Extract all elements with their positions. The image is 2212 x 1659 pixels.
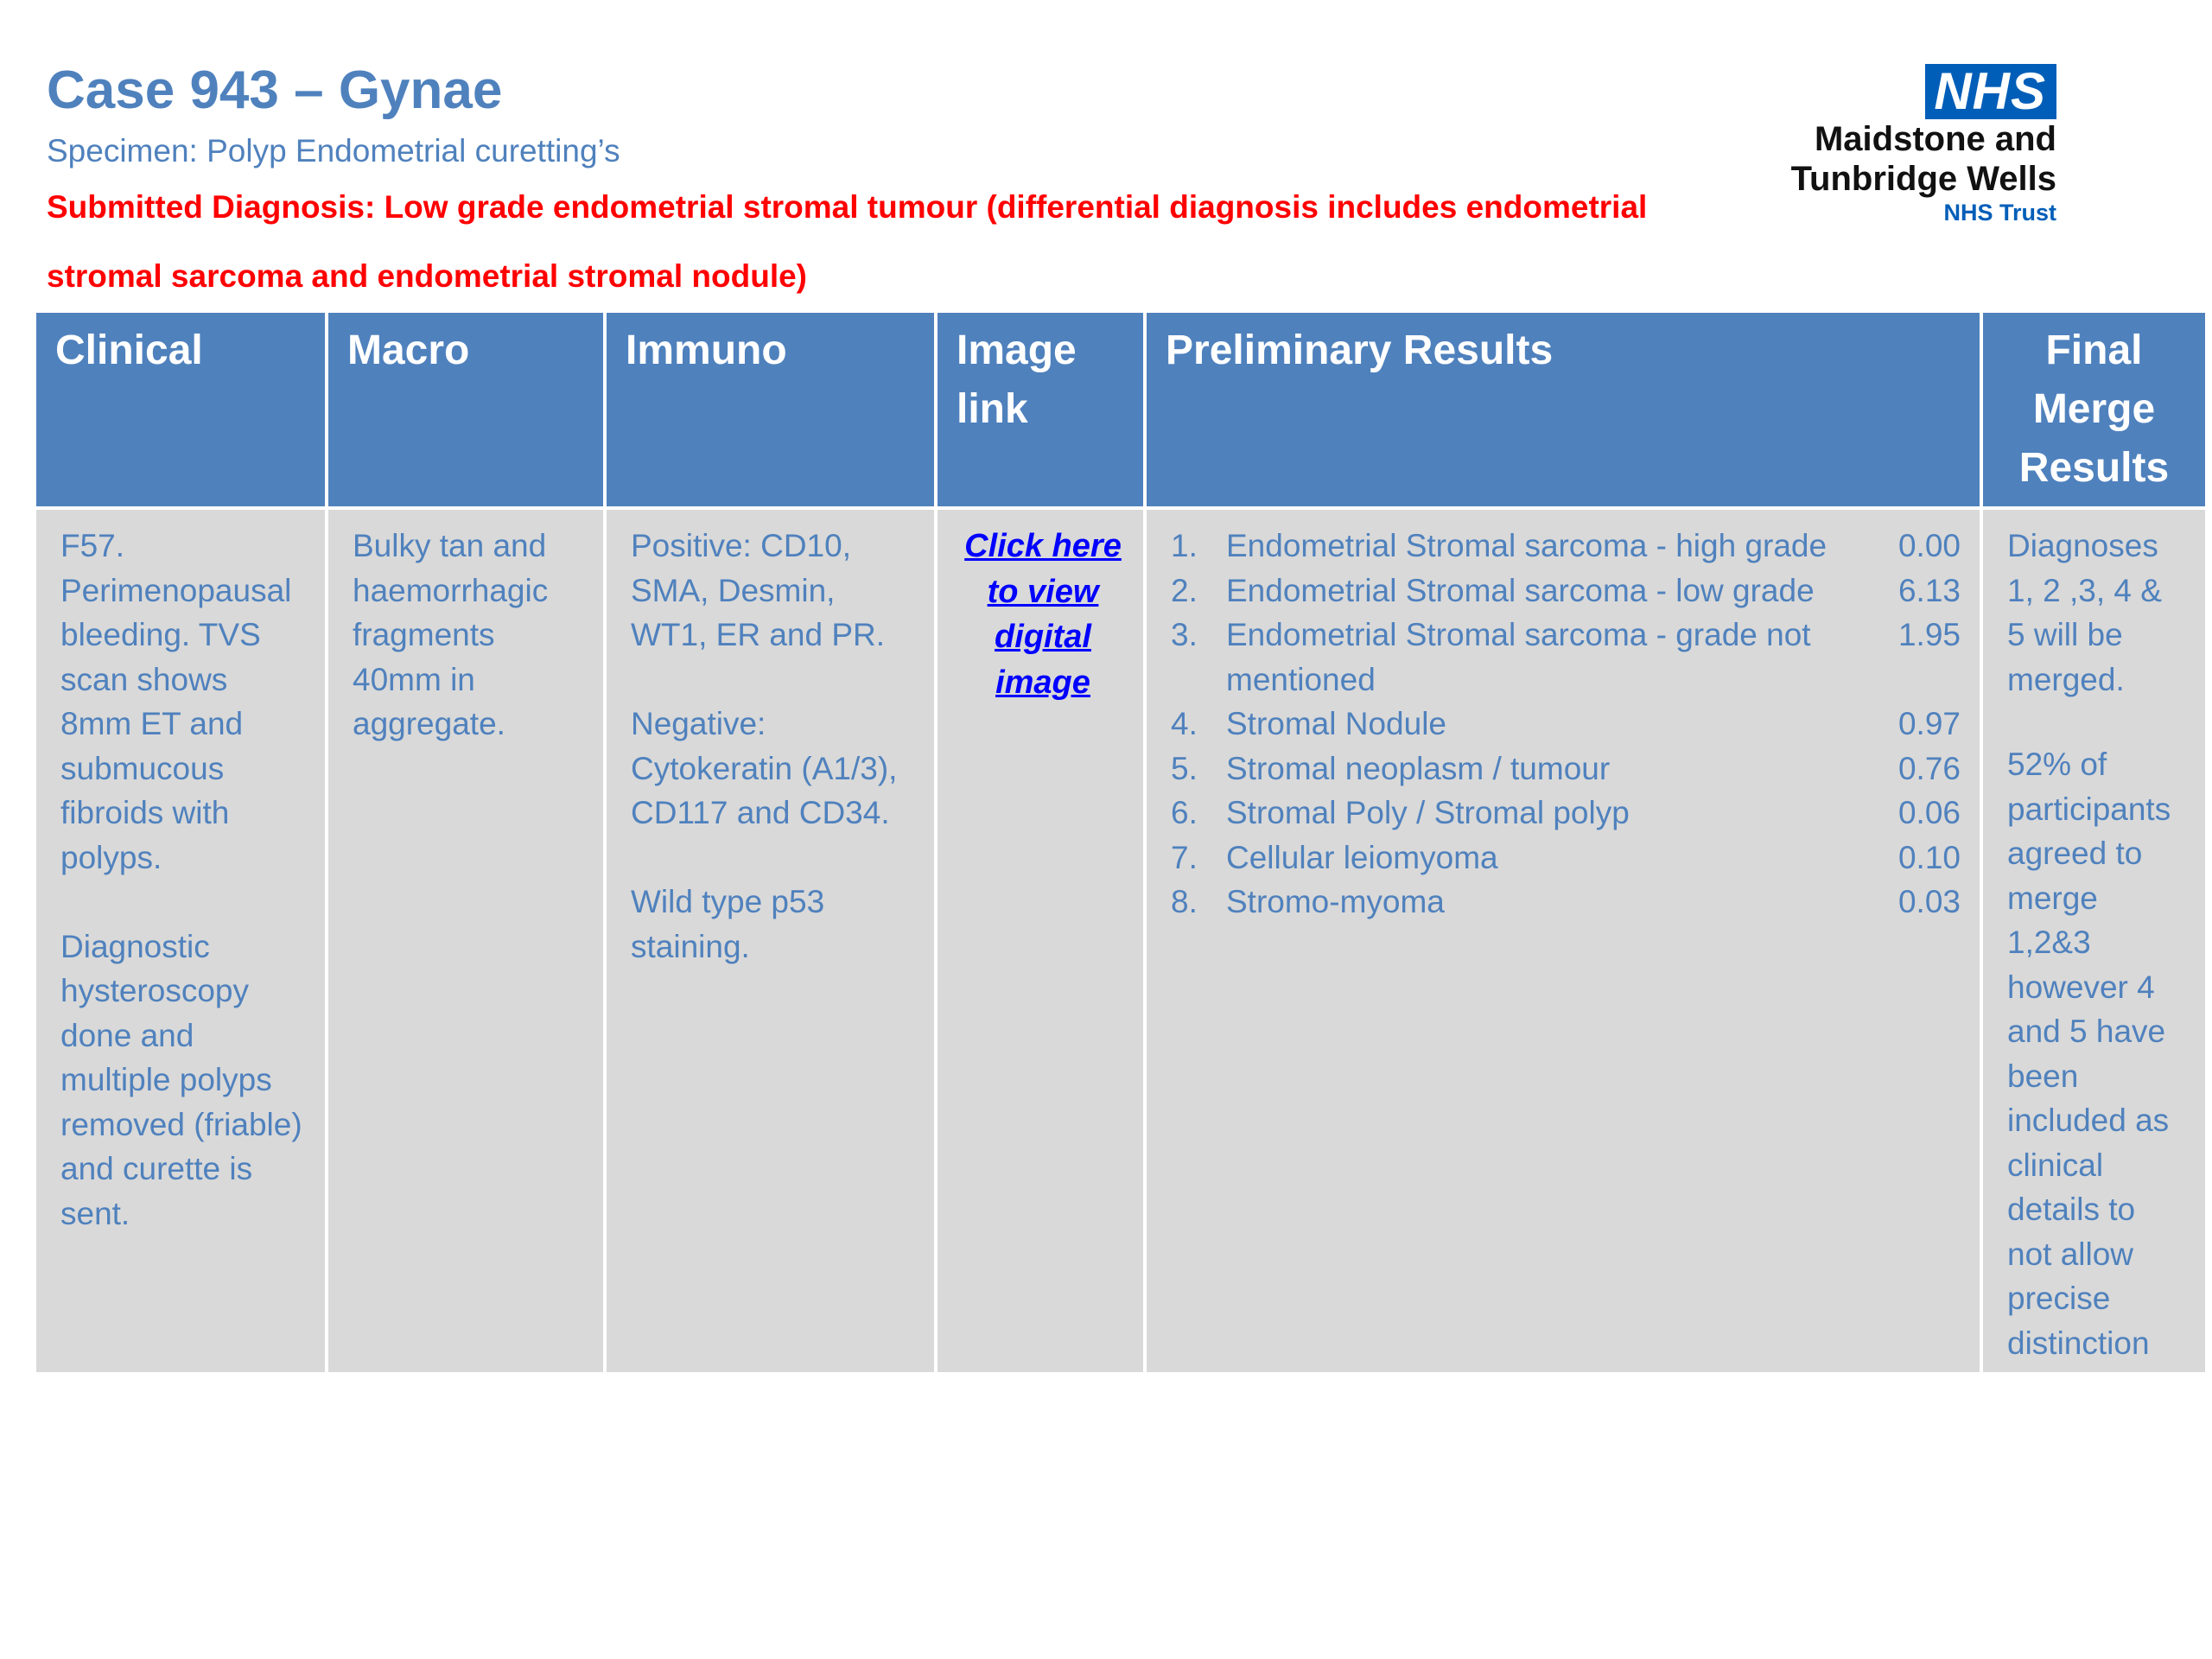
case-table <box>33 309 2209 1376</box>
result-label: Cellular leiomyoma <box>1226 839 1498 875</box>
preliminary-results-cell <box>1145 508 1981 1374</box>
col-header-macro: Macro <box>327 311 605 508</box>
nhs-trust-logo <box>1763 64 2056 226</box>
result-number: 7. <box>1171 839 1198 875</box>
final-merge-note: 52% of participants agreed to merge 1,2&3 however 4 and 5 have been included as clinical details to not allow precise distinction <box>2007 747 2171 1361</box>
immuno-cell <box>605 508 936 1374</box>
immuno-negative: Negative: Cytokeratin (A1/3), CD117 and CD34. <box>631 706 898 830</box>
list-item <box>1171 524 1961 569</box>
preliminary-results-list <box>1171 524 1961 925</box>
macro-description: Bulky tan and haemorrhagic fragments 40mm in aggregate. <box>353 528 549 741</box>
result-label: Stromal Nodule <box>1226 706 1447 741</box>
col-header-final-merge: Final Merge Results <box>1981 311 2207 508</box>
result-score: 1.95 <box>1897 617 1961 652</box>
trust-name-line2: Tunbridge Wells <box>1790 160 2056 198</box>
result-score: 6.13 <box>1897 572 1961 608</box>
clinical-history: F57. Perimenopausal bleeding. TVS scan shows 8mm ET and submucous fibroids with polyps. <box>60 528 292 875</box>
col-header-clinical: Clinical <box>35 311 327 508</box>
nhs-logo-badge: NHS <box>1925 64 2056 119</box>
page-title: Case 943 – Gynae <box>47 60 503 120</box>
image-link-cell <box>936 508 1145 1374</box>
immuno-positive: Positive: CD10, SMA, Desmin, WT1, ER and PR. <box>631 528 886 652</box>
final-merge-cell <box>1981 508 2207 1374</box>
view-digital-image-link[interactable]: Click here to view digital image <box>964 528 1122 701</box>
result-number: 3. <box>1171 617 1198 652</box>
list-item <box>1171 836 1961 880</box>
immuno-p53: Wild type p53 staining. <box>631 884 825 964</box>
trust-name-line3: NHS Trust <box>1943 200 2056 226</box>
result-score: 0.97 <box>1897 706 1961 741</box>
result-number: 4. <box>1171 706 1198 741</box>
clinical-procedure: Diagnostic hysteroscopy done and multiple polyps removed (friable) and curette is sent. <box>60 928 302 1231</box>
macro-cell <box>327 508 605 1374</box>
final-merge-decision: Diagnoses 1, 2 ,3, 4 & 5 will be merged. <box>2007 528 2162 697</box>
specimen-line: Specimen: Polyp Endometrial curetting’s <box>47 133 620 168</box>
result-score: 0.76 <box>1897 750 1961 786</box>
result-number: 6. <box>1171 795 1198 830</box>
result-number: 5. <box>1171 750 1198 786</box>
table-header-row <box>35 311 2207 508</box>
result-score: 0.03 <box>1897 884 1961 919</box>
result-score: 0.10 <box>1897 839 1961 875</box>
case-header <box>47 52 1740 311</box>
result-label: Endometrial Stromal sarcoma - grade not mentioned <box>1226 617 1811 697</box>
list-item <box>1171 791 1961 836</box>
result-score: 0.06 <box>1897 795 1961 830</box>
list-item <box>1171 747 1961 791</box>
col-header-image-link: Image link <box>936 311 1145 508</box>
clinical-cell <box>35 508 327 1374</box>
submitted-diagnosis: Submitted Diagnosis: Low grade endometrial stromal tumour (differential diagnosis includes endometrial stromal sarcoma and endometrial stromal nodule) <box>47 189 1648 294</box>
result-label: Stromo-myoma <box>1226 884 1445 919</box>
col-header-immuno: Immuno <box>605 311 936 508</box>
list-item <box>1171 613 1961 702</box>
result-number: 1. <box>1171 528 1198 563</box>
list-item <box>1171 702 1961 747</box>
table-row <box>35 508 2207 1374</box>
result-score: 0.00 <box>1897 528 1961 563</box>
result-number: 2. <box>1171 572 1198 608</box>
trust-name-line1: Maidstone and <box>1814 120 2056 158</box>
list-item <box>1171 880 1961 925</box>
result-label: Stromal neoplasm / tumour <box>1226 750 1611 786</box>
result-label: Stromal Poly / Stromal polyp <box>1226 795 1630 830</box>
result-label: Endometrial Stromal sarcoma - low grade <box>1226 572 1815 608</box>
list-item <box>1171 569 1961 613</box>
result-label: Endometrial Stromal sarcoma - high grade <box>1226 528 1827 563</box>
col-header-preliminary-results: Preliminary Results <box>1145 311 1981 508</box>
result-number: 8. <box>1171 884 1198 919</box>
